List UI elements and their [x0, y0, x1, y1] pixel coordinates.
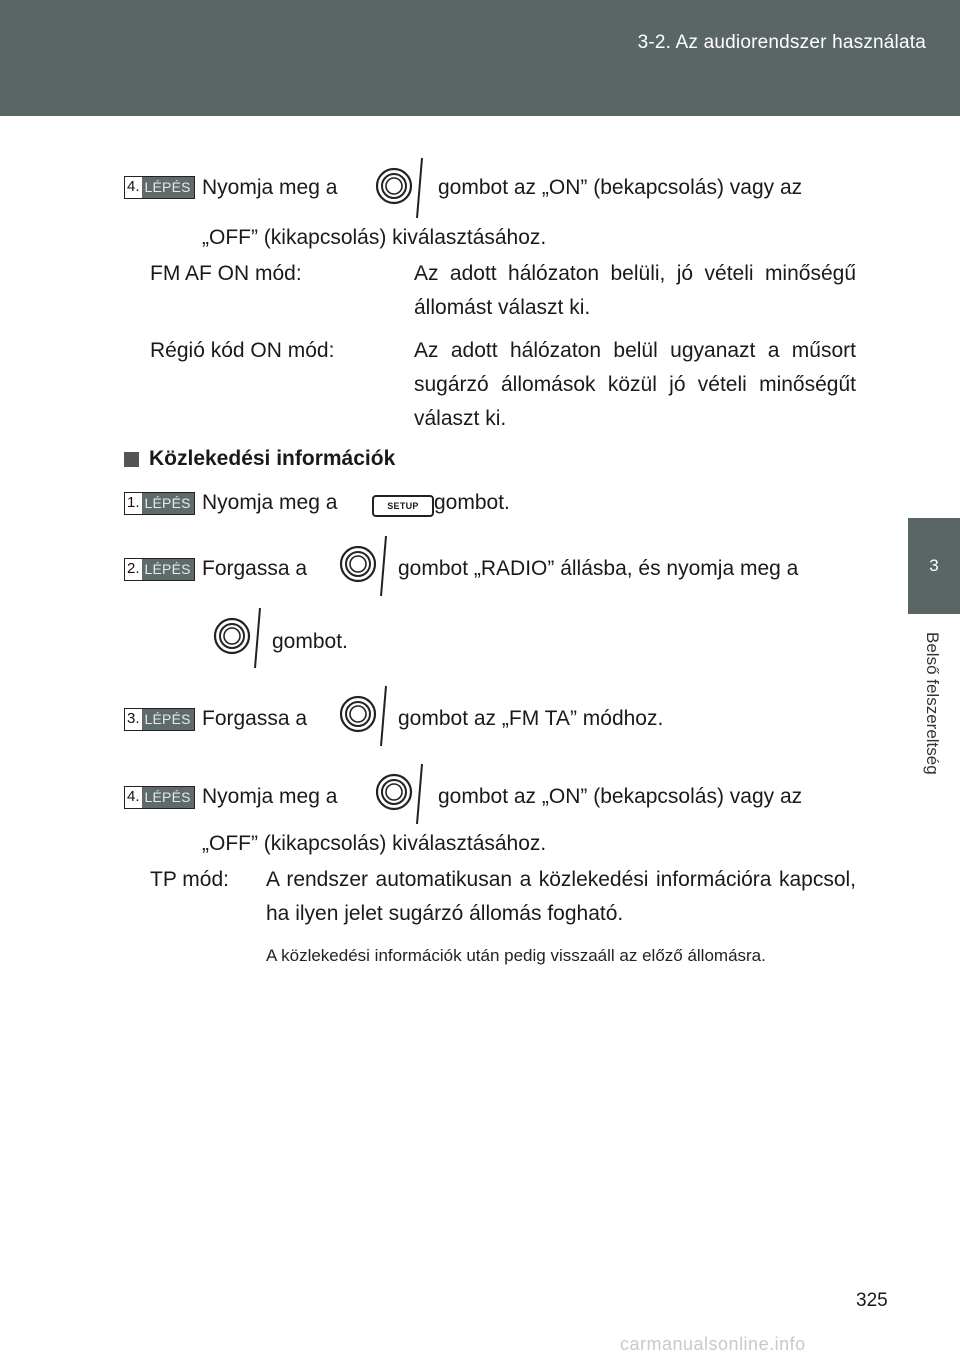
- definition-description: Az adott hálózaton belül ugyanazt a műsort sugárzó állomások közül jó vételi minőségűt választ ki.: [414, 339, 856, 430]
- tune-knob-icon: [334, 534, 390, 598]
- chapter-title: 3-2. Az audiorendszer használata: [637, 32, 926, 53]
- definition-term: TP mód:: [150, 868, 229, 891]
- step-word: LÉPÉS: [142, 177, 194, 198]
- chapter-number: 3: [929, 556, 939, 575]
- definition-description: A rendszer automatikusan a közlekedési információra kapcsol, ha ilyen jelet sugárzó állomás fogható.: [266, 868, 856, 925]
- definition-term: Régió kód ON mód:: [150, 339, 335, 362]
- page-number: 325: [856, 1290, 888, 1311]
- tune-knob-icon: [334, 684, 390, 748]
- chapter-side-label: Belső felszereltség: [923, 632, 942, 775]
- step-text-pre: Nyomja meg a: [202, 491, 338, 514]
- step-number: 4.: [125, 787, 142, 808]
- step-badge: [124, 786, 195, 809]
- step-word: LÉPÉS: [142, 709, 194, 730]
- square-bullet-icon: [124, 452, 139, 467]
- step-word: LÉPÉS: [142, 787, 194, 808]
- step-word: LÉPÉS: [142, 559, 194, 580]
- chapter-tab: [908, 518, 960, 614]
- step-text-post: gombot „RADIO” állásba, és nyomja meg a: [398, 557, 799, 580]
- step-text-pre: Nyomja meg a: [202, 785, 338, 808]
- step-badge: [124, 176, 195, 199]
- step-text-pre: Forgassa a: [202, 707, 308, 730]
- definition-description: Az adott hálózaton belüli, jó vételi minőségű állomást választ ki.: [414, 262, 856, 319]
- footer-watermark: carmanualsonline.info: [620, 1334, 806, 1354]
- step-text-post: gombot az „ON” (bekapcsolás) vagy az: [438, 176, 803, 199]
- setup-button-icon: SETUP: [372, 495, 434, 517]
- step-badge: [124, 558, 195, 581]
- step-number: 1.: [125, 493, 142, 514]
- tune-knob-icon: [208, 606, 264, 670]
- step-text-pre: Forgassa a: [202, 557, 308, 580]
- step-text-post: gombot az „FM TA” módhoz.: [398, 707, 664, 730]
- step-text-post: gombot.: [434, 491, 510, 514]
- note-text: A közlekedési információk után pedig visszaáll az előző állomásra.: [266, 946, 766, 965]
- step-number: 3.: [125, 709, 142, 730]
- step-badge: [124, 492, 195, 515]
- step-text-pre: Nyomja meg a: [202, 176, 338, 199]
- step-text-continued: gombot.: [272, 630, 348, 653]
- step-badge: [124, 708, 195, 731]
- step-text-continued: „OFF” (kikapcsolás) kiválasztásához.: [202, 226, 547, 249]
- section-heading: [124, 447, 395, 471]
- step-word: LÉPÉS: [142, 493, 194, 514]
- step-number: 4.: [125, 177, 142, 198]
- step-text-post: gombot az „ON” (bekapcsolás) vagy az: [438, 785, 803, 808]
- step-text-continued: „OFF” (kikapcsolás) kiválasztásához.: [202, 832, 547, 855]
- definition-term: FM AF ON mód:: [150, 262, 302, 285]
- step-number: 2.: [125, 559, 142, 580]
- page-header: [0, 0, 960, 116]
- tune-knob-icon: [370, 762, 426, 826]
- tune-knob-icon: [370, 156, 426, 220]
- section-title: Közlekedési információk: [149, 447, 396, 470]
